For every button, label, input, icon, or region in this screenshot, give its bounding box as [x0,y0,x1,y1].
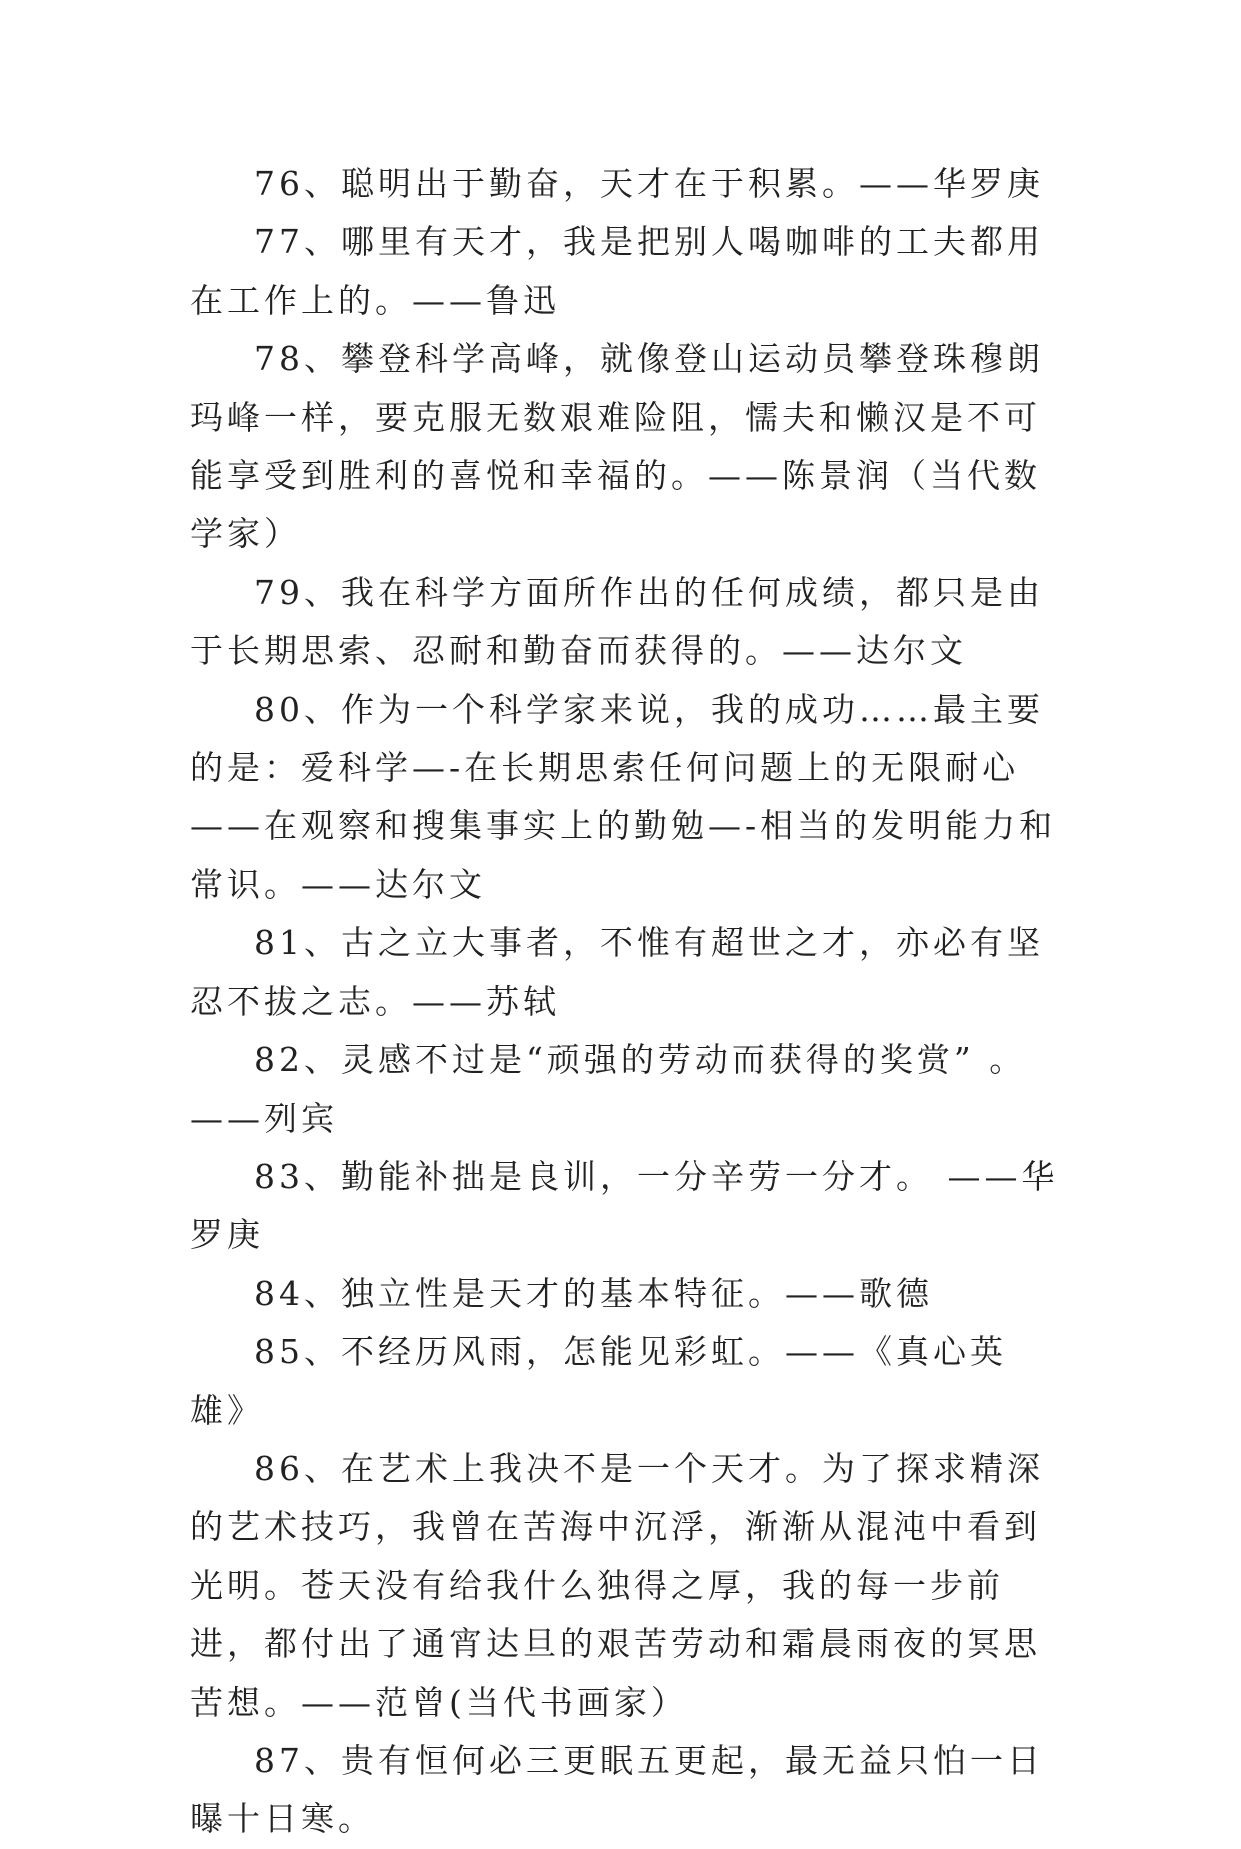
quote-87: 87、贵有恒何必三更眠五更起，最无益只怕一日曝十日寒。 [190,1740,1044,1839]
quote-86: 86、在艺术上我决不是一个天才。为了探求精深的艺术技巧，我曾在苦海中沉浮，渐渐从混沌中看到光明。苍天没有给我什么独得之厚，我的每一步前进，都付出了通宵达旦的艰苦劳动和霜晨雨夜的冥思苦想。——范曾(当代书画家） [190,1448,1044,1722]
quote-84: 84、独立性是天才的基本特征。——歌德 [254,1273,933,1313]
quote-85: 85、不经历风雨，怎能见彩虹。——《真心英雄》 [190,1332,1007,1430]
quote-78: 78、攀登科学高峰，就像登山运动员攀登珠穆朗玛峰一样，要克服无数艰难险阻，懦夫和懒汉是不可能享受到胜利的喜悦和幸福的。——陈景润（当代数学家） [190,339,1044,554]
quote-80: 80、作为一个科学家来说，我的成功……最主要的是：爱科学—-在长期思索任何问题上的无限耐心——在观察和搜集事实上的勤勉—-相当的发明能力和常识。——达尔文 [190,689,1057,904]
quote-82: 82、灵感不过是“顽强的劳动而获得的奖赏” 。——列宾 [190,1040,1027,1138]
quote-77: 77、哪里有天才，我是把别人喝咖啡的工夫都用在工作上的。——鲁迅 [190,222,1044,320]
quote-81: 81、古之立大事者，不惟有超世之才，亦必有坚忍不拔之志。——苏轼 [190,923,1044,1021]
quote-83: 83、勤能补拙是良训，一分辛劳一分才。 ——华罗庚 [190,1156,1059,1255]
quote-79: 79、我在科学方面所作出的任何成绩，都只是由于长期思索、忍耐和勤奋而获得的。——达尔文 [190,572,1044,671]
quote-list [190,155,1060,1849]
quote-76: 76、聪明出于勤奋，天才在于积累。——华罗庚 [254,164,1044,203]
